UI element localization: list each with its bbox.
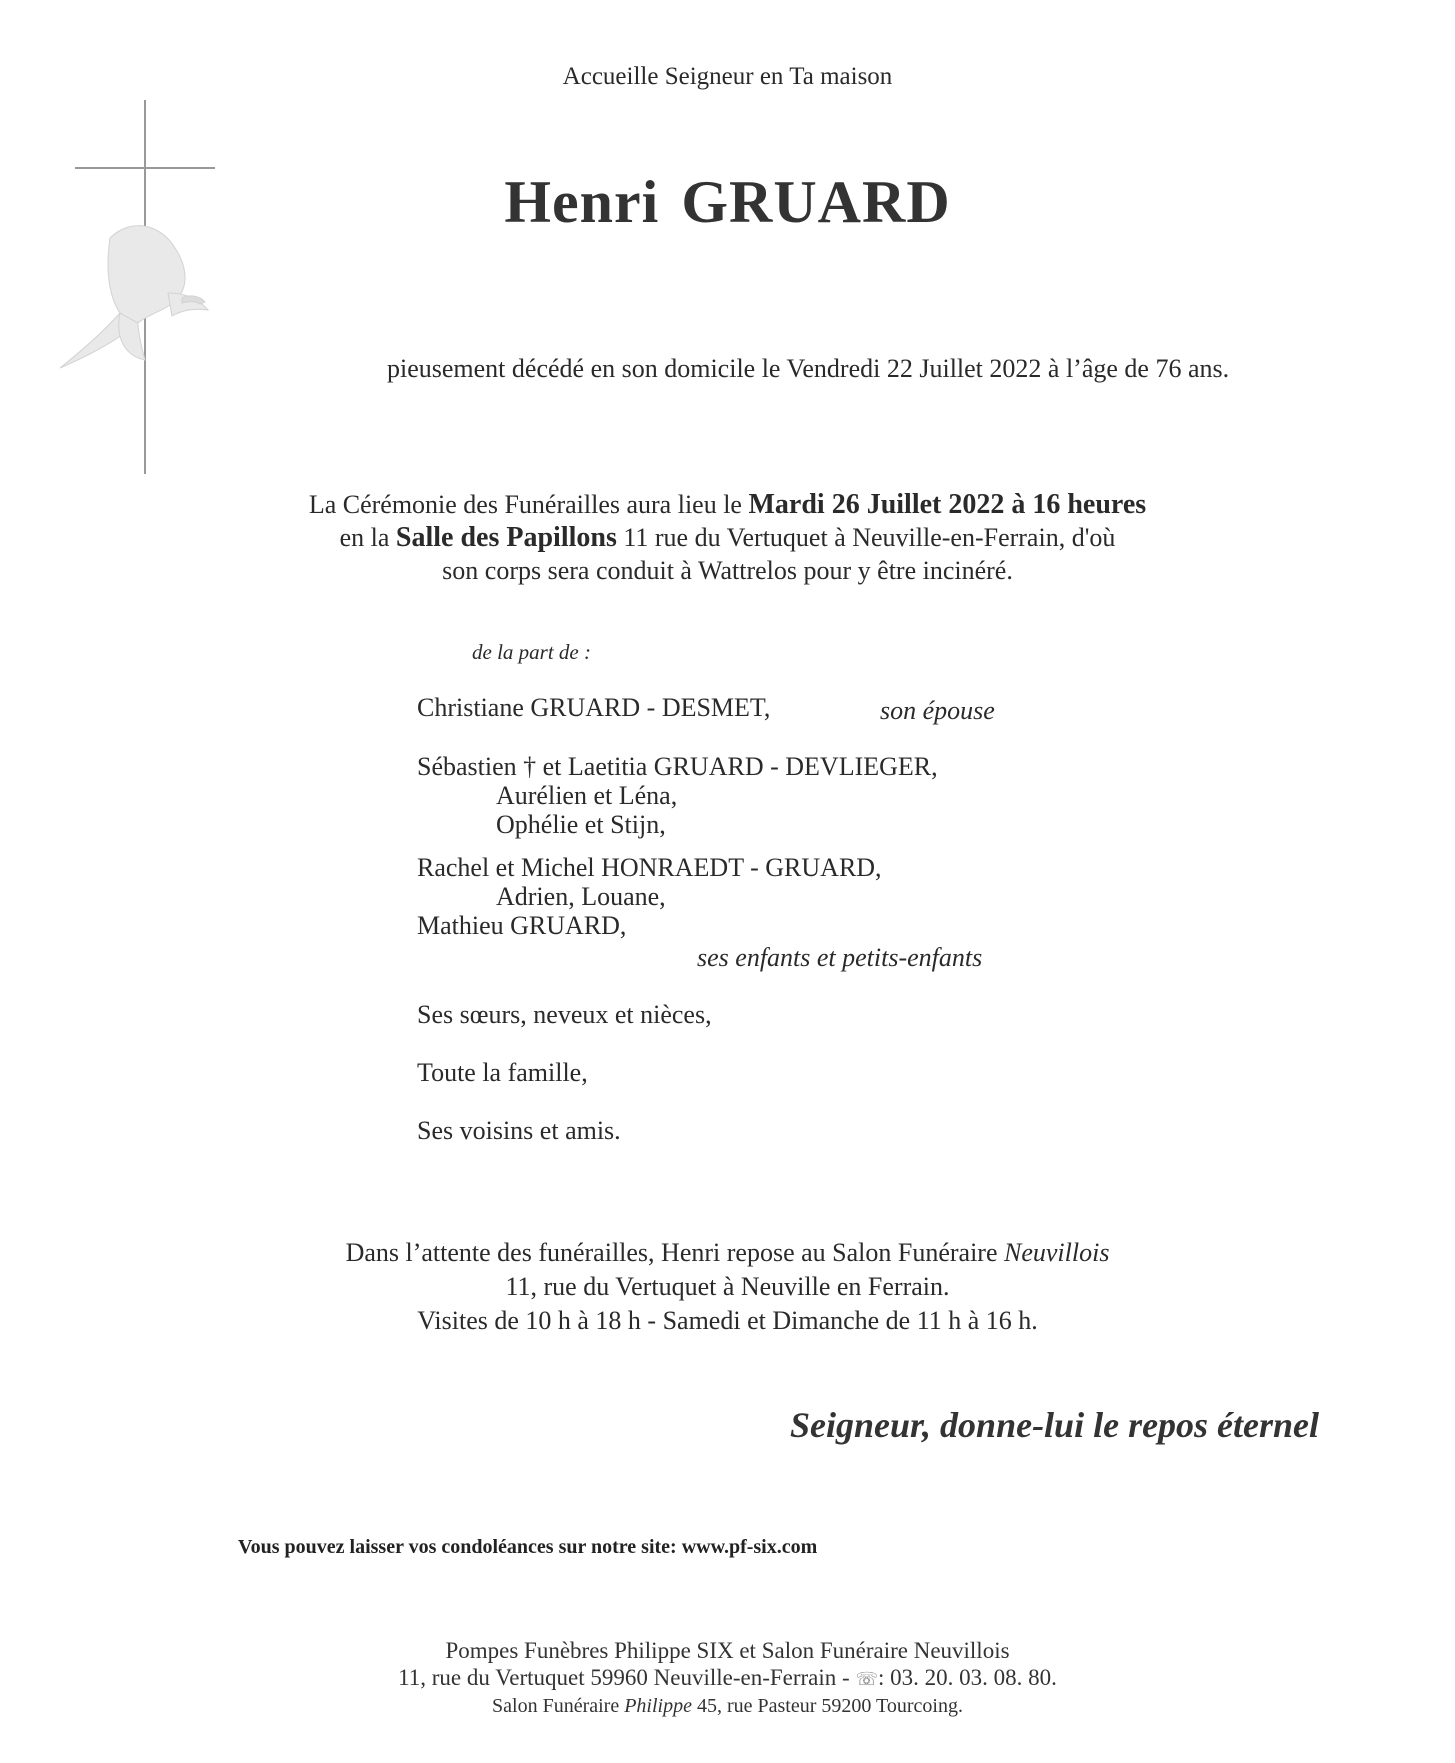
- footer-phone: : 03. 20. 03. 08. 80.: [877, 1665, 1057, 1690]
- footer-salon-prefix: Salon Funéraire: [492, 1695, 620, 1717]
- footer-company: Pompes Funèbres Philippe SIX et Salon Funéraire Neuvillois: [445, 1638, 1010, 1663]
- death-notice: pieusement décédé en son domicile le Vendredi 22 Juillet 2022 à l’âge de 76 ans.: [387, 354, 1230, 383]
- from-label: de la part de :: [472, 640, 591, 664]
- funeral-home-footer: [0, 1637, 1455, 1720]
- siblings: Ses sœurs, neveux et nièces,: [417, 1000, 712, 1029]
- ceremony-line-3: son corps sera conduit à Wattrelos pour y être incinéré.: [442, 556, 1013, 585]
- child-1: Sébastien † et Laetitia GRUARD - DEVLIEGER,: [417, 752, 938, 781]
- grandchildren-2: Adrien, Louane,: [496, 882, 666, 911]
- footer-salon-name: Philippe: [624, 1695, 692, 1717]
- ceremony-in-the: en la: [339, 523, 390, 552]
- cross-dove-emblem: [50, 98, 230, 478]
- waiting-line-3: Visites de 10 h à 18 h - Samedi et Dimanche de 11 h à 16 h.: [417, 1306, 1038, 1335]
- first-name: Henri: [504, 169, 660, 235]
- footer-salon-address: 45, rue Pasteur 59200 Tourcoing.: [696, 1695, 963, 1717]
- footer-contact-line: [0, 1664, 1455, 1693]
- ceremony-line-2: [0, 521, 1455, 554]
- waiting-info: [0, 1236, 1455, 1338]
- footer-address: 11, rue du Vertuquet 59960 Neuville-en-Ferrain -: [398, 1665, 850, 1690]
- child-3: Mathieu GRUARD,: [417, 911, 627, 940]
- deceased-name: [0, 168, 1455, 237]
- ceremony-date-time: Mardi 26 Juillet 2022 à 16 heures: [748, 489, 1147, 520]
- footer-salon-line: [0, 1693, 1455, 1720]
- ceremony-address: 11 rue du Vertuquet à Neuville-en-Ferrain, d'où: [623, 523, 1116, 552]
- spouse-name: Christiane GRUARD - DESMET,: [417, 693, 771, 722]
- waiting-text: Dans l’attente des funérailles, Henri repose au Salon Funéraire: [345, 1238, 998, 1267]
- grandchildren-1b: Ophélie et Stijn,: [496, 810, 666, 839]
- condolences-note: Vous pouvez laisser vos condoléances sur notre site: www.pf-six.com: [238, 1536, 818, 1558]
- ceremony-details: [0, 488, 1455, 587]
- phone-icon: ☏: [855, 1669, 878, 1690]
- children-role: ses enfants et petits-enfants: [697, 943, 983, 972]
- last-name: GRUARD: [681, 169, 951, 235]
- spouse-role: son épouse: [880, 696, 995, 725]
- all-family: Toute la famille,: [417, 1058, 588, 1087]
- ceremony-venue: Salle des Papillons: [395, 522, 617, 553]
- waiting-line-2: 11, rue du Vertuquet à Neuville en Ferrain.: [505, 1272, 950, 1301]
- ceremony-line-1: [0, 488, 1455, 521]
- closing-prayer: Seigneur, donne-lui le repos éternel: [790, 1405, 1320, 1445]
- opening-prayer: Accueille Seigneur en Ta maison: [562, 63, 893, 90]
- dove-icon: [60, 226, 208, 368]
- child-2: Rachel et Michel HONRAEDT - GRUARD,: [417, 853, 882, 882]
- waiting-salon-name: Neuvillois: [1004, 1238, 1110, 1267]
- ceremony-intro: La Cérémonie des Funérailles aura lieu le: [308, 490, 742, 519]
- waiting-line-1: [0, 1236, 1455, 1270]
- neighbors: Ses voisins et amis.: [417, 1116, 621, 1145]
- grandchildren-1a: Aurélien et Léna,: [496, 781, 678, 810]
